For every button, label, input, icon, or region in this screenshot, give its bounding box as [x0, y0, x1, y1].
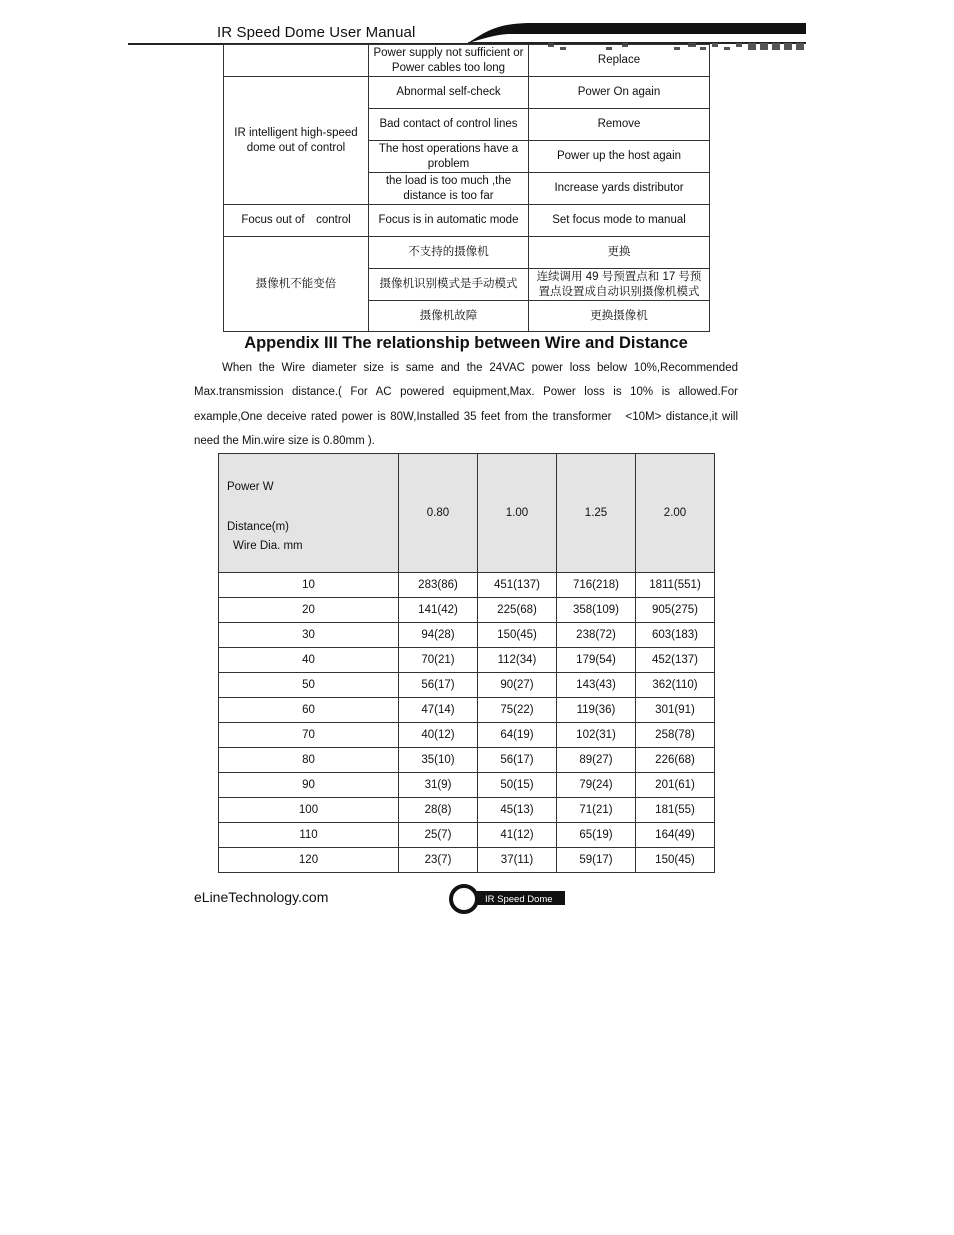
appendix-paragraph: When the Wire diameter size is same and the 24VAC power loss below 10%,Recommended Max.transmission distance.( For AC powered equipment,Max. Power loss is 10% is allowed.For example,One deceive rated power is 80W,Installed 35 feet from the transformer <10M> distance,it will need the Min.wire size is 0.80mm ).	[194, 362, 738, 447]
distance-cell: 25(7)	[399, 823, 478, 848]
distance-cell: 79(24)	[557, 773, 636, 798]
cause-cell: Abnormal self-check	[369, 77, 529, 109]
distance-cell: 164(49)	[636, 823, 715, 848]
distance-cell: 90(27)	[478, 673, 557, 698]
cause-cell: 摄像机识别模式是手动模式	[369, 269, 529, 301]
distance-cell: 47(14)	[399, 698, 478, 723]
distance-cell: 94(28)	[399, 623, 478, 648]
table-row	[219, 648, 715, 673]
distance-cell: 358(109)	[557, 598, 636, 623]
problem-cell: Focus out of control	[224, 205, 369, 237]
distance-cell: 112(34)	[478, 648, 557, 673]
power-cell: 30	[219, 623, 399, 648]
table-row	[224, 237, 710, 269]
distance-cell: 201(61)	[636, 773, 715, 798]
table-row	[224, 45, 710, 77]
distance-cell: 59(17)	[557, 848, 636, 873]
cause-cell: 摄像机故障	[369, 301, 529, 332]
power-cell: 70	[219, 723, 399, 748]
distance-cell: 301(91)	[636, 698, 715, 723]
page-header-title: IR Speed Dome User Manual	[217, 24, 416, 41]
distance-cell: 65(19)	[557, 823, 636, 848]
power-cell: 40	[219, 648, 399, 673]
table-row	[224, 205, 710, 237]
header-corner-cell	[219, 454, 399, 573]
distance-cell: 716(218)	[557, 573, 636, 598]
table-header-row	[219, 454, 715, 573]
table-row	[219, 748, 715, 773]
wire-label: Wire Dia. mm	[233, 540, 303, 552]
table-row	[219, 723, 715, 748]
table-row	[224, 77, 710, 109]
power-cell: 110	[219, 823, 399, 848]
cause-cell: Bad contact of control lines	[369, 109, 529, 141]
appendix-title: Appendix III The relationship between Wire and Distance	[244, 334, 688, 352]
distance-cell: 283(86)	[399, 573, 478, 598]
cause-cell: The host operations have a problem	[369, 141, 529, 173]
wire-size-header: 0.80	[399, 454, 478, 573]
solution-cell: Power up the host again	[529, 141, 710, 173]
power-cell: 80	[219, 748, 399, 773]
table-row	[219, 773, 715, 798]
cause-cell: Power supply not sufficient or Power cables too long	[369, 45, 529, 77]
distance-cell: 150(45)	[636, 848, 715, 873]
distance-cell: 258(78)	[636, 723, 715, 748]
power-cell: 60	[219, 698, 399, 723]
logo-text: IR Speed Dome	[485, 894, 553, 905]
table-row	[219, 673, 715, 698]
distance-label: Distance(m)	[227, 521, 289, 533]
cause-cell: 不支持的摄像机	[369, 237, 529, 269]
problem-cell: IR intelligent high-speed dome out of control	[224, 77, 369, 205]
distance-cell: 23(7)	[399, 848, 478, 873]
distance-cell: 50(15)	[478, 773, 557, 798]
distance-cell: 238(72)	[557, 623, 636, 648]
distance-cell: 905(275)	[636, 598, 715, 623]
distance-cell: 179(54)	[557, 648, 636, 673]
solution-cell: Remove	[529, 109, 710, 141]
distance-cell: 56(17)	[399, 673, 478, 698]
distance-cell: 40(12)	[399, 723, 478, 748]
solution-cell: Set focus mode to manual	[529, 205, 710, 237]
table-row	[219, 823, 715, 848]
distance-cell: 64(19)	[478, 723, 557, 748]
distance-cell: 31(9)	[399, 773, 478, 798]
distance-cell: 362(110)	[636, 673, 715, 698]
power-cell: 90	[219, 773, 399, 798]
distance-cell: 225(68)	[478, 598, 557, 623]
troubleshooting-table	[223, 44, 710, 332]
distance-cell: 452(137)	[636, 648, 715, 673]
distance-cell: 89(27)	[557, 748, 636, 773]
power-cell: 50	[219, 673, 399, 698]
problem-cell: 摄像机不能变倍	[224, 237, 369, 332]
wire-distance-table	[218, 453, 715, 873]
solution-cell: 更换	[529, 237, 710, 269]
table-row	[219, 848, 715, 873]
distance-cell: 75(22)	[478, 698, 557, 723]
power-cell: 100	[219, 798, 399, 823]
cause-cell: Focus is in automatic mode	[369, 205, 529, 237]
distance-cell: 45(13)	[478, 798, 557, 823]
distance-cell: 41(12)	[478, 823, 557, 848]
power-cell: 10	[219, 573, 399, 598]
wire-size-header: 1.00	[478, 454, 557, 573]
table-row	[219, 698, 715, 723]
wire-size-header: 1.25	[557, 454, 636, 573]
wire-size-header: 2.00	[636, 454, 715, 573]
power-cell: 20	[219, 598, 399, 623]
cause-cell: the load is too much ,the distance is too far	[369, 173, 529, 205]
solution-cell: 更换摄像机	[529, 301, 710, 332]
table-row	[219, 798, 715, 823]
distance-cell: 71(21)	[557, 798, 636, 823]
distance-cell: 70(21)	[399, 648, 478, 673]
solution-cell: 连续调用 49 号预置点和 17 号预置点设置成自动识别摄像机模式	[529, 269, 710, 301]
table-row	[219, 573, 715, 598]
distance-cell: 451(137)	[478, 573, 557, 598]
distance-cell: 119(36)	[557, 698, 636, 723]
distance-cell: 150(45)	[478, 623, 557, 648]
distance-cell: 181(55)	[636, 798, 715, 823]
solution-cell: Power On again	[529, 77, 710, 109]
distance-cell: 37(11)	[478, 848, 557, 873]
solution-cell: Increase yards distributor	[529, 173, 710, 205]
power-cell: 120	[219, 848, 399, 873]
ir-speed-dome-logo	[449, 884, 569, 914]
power-label: Power W	[227, 481, 274, 493]
distance-cell: 603(183)	[636, 623, 715, 648]
distance-cell: 141(42)	[399, 598, 478, 623]
table-row	[219, 623, 715, 648]
table-row	[219, 598, 715, 623]
distance-cell: 143(43)	[557, 673, 636, 698]
distance-cell: 102(31)	[557, 723, 636, 748]
problem-cell	[224, 45, 369, 77]
solution-cell: Replace	[529, 45, 710, 77]
distance-cell: 28(8)	[399, 798, 478, 823]
footer-website: eLineTechnology.com	[194, 889, 329, 905]
distance-cell: 56(17)	[478, 748, 557, 773]
distance-cell: 35(10)	[399, 748, 478, 773]
distance-cell: 1811(551)	[636, 573, 715, 598]
distance-cell: 226(68)	[636, 748, 715, 773]
